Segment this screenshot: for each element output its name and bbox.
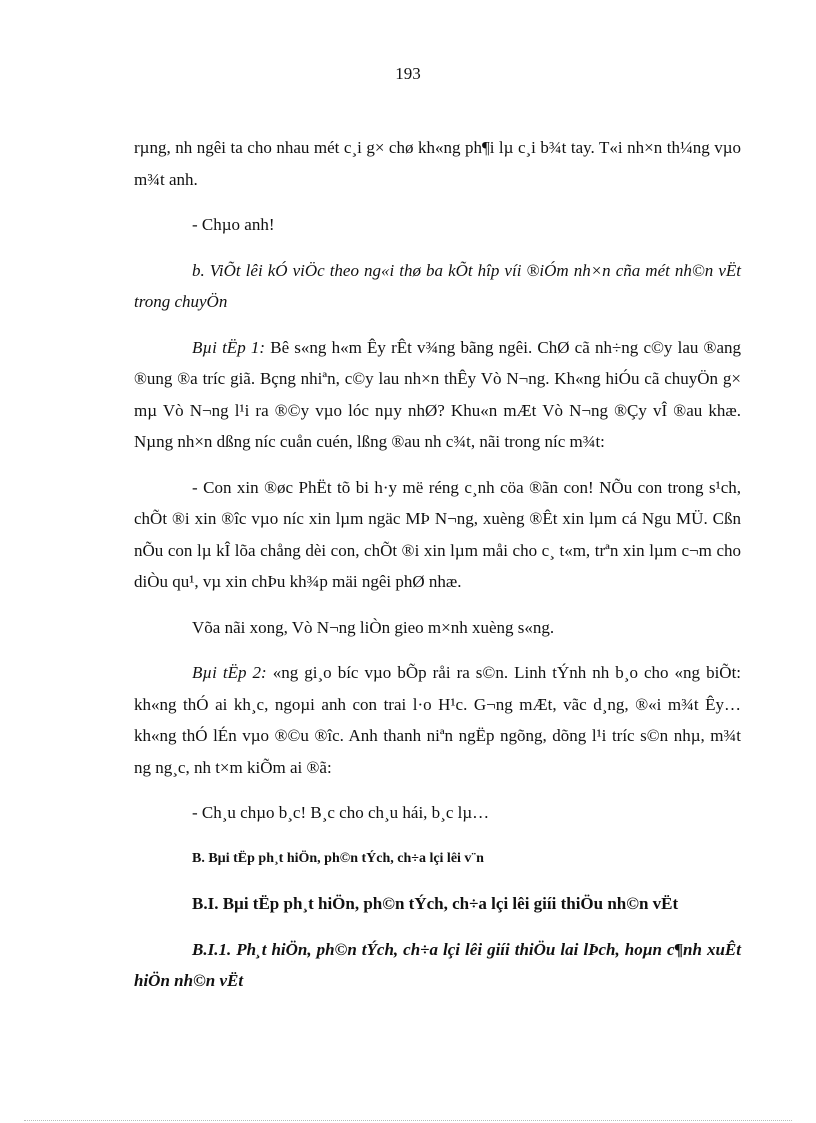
dialogue-prayer: - Con xin ®øc PhËt tõ bi h·y më réng c¸nh cöa ®ãn con! NÕu con trong s¹ch, chÕt ®i xin ®îc vµo níc xin lµm ngäc MÞ N¬ng, xuèng ®Êt xin lµm cá Ngu MÜ. Cßn nÕu con lµ kÎ lõa chång dèi con, chÕt ®i xin lµm måi cho c¸ t«m, trªn xin lµm c¬m cho diÒu qu¹, vµ xin chÞu kh¾p mäi ngêi phØ nhæ. — [134, 477, 741, 591]
section-b-heading: B. Bµi tËp ph¸t hiÖn, ph©n tÝch, ch÷a lçi lêi v¨n — [192, 850, 484, 866]
exercise-1-text: Bê s«ng h«m Êy rÊt v¾ng bãng ngêi. ChØ cã nh÷ng c©y lau ®ang ®ung ®a tríc giã. Bçng nhiªn, c©y lau nh×n thÊy Vò N¬ng. Kh«ng hiÓu cã chuyÖn g× mµ Vò N¬ng l¹i ra ®©y vµo lóc nµy nhØ? Khu«n mÆt Vò N¬ng ®Çy vÎ ®au khæ. Nµng nh×n dßng níc cuån cuén, lßng ®au nh c¾t, nãi trong níc m¾t: — [134, 337, 742, 451]
paragraph-continuation: rµng, nh ngêi ta cho nhau mét c¸i g× chø kh«ng ph¶i lµ c¸i b¾t tay. T«i nh×n th¼ng vµo m¾t anh. — [134, 138, 741, 189]
section-b1-heading: B.I. Bµi tËp ph¸t hiÖn, ph©n tÝch, ch÷a lçi lêi giíi thiÖu nh©n vËt — [192, 894, 679, 913]
page-body — [134, 132, 741, 1011]
exercise-2-paragraph — [134, 657, 741, 783]
dialogue-greeting: - Chµo anh! — [192, 215, 275, 234]
subsection-b-heading: b. ViÕt lêi kÓ viÖc theo ng«i thø ba kÕt hîp víi ®iÓm nh×n cña mét nh©n vËt trong chuyÖn — [134, 260, 741, 311]
exercise-1-paragraph — [134, 332, 741, 458]
page-number: 193 — [395, 64, 421, 83]
exercise-1-label: Bµi tËp 1: — [192, 337, 266, 357]
exercise-2-text: «ng gi¸o bíc vµo bÕp råi ra s©n. Linh tÝnh nh b¸o cho «ng biÕt: kh«ng thÓ ai kh¸c, ngoµi anh con trai l·o H¹c. G¬ng mÆt, vãc d¸ng, ®«i m¾t Êy… kh«ng thÓ lÉn vµo ®©u ®îc. Anh thanh niªn ngËp ngõng, dõng l¹i tríc s©n nhµ, m¾t ng ng¸c, nh t×m kiÕm ai ®ã: — [134, 663, 742, 777]
page-bottom-rule — [24, 1120, 792, 1121]
section-b11-heading: B.I.1. Ph¸t hiÖn, ph©n tÝch, ch÷a lçi lêi giíi thiÖu lai lÞch, hoµn c¶nh xuÊt hiÖn nh©n vËt — [134, 939, 741, 990]
exercise-2-label: Bµi tËp 2: — [192, 663, 267, 682]
narration-jump: Võa nãi xong, Vò N¬ng liÒn gieo m×nh xuèng s«ng. — [192, 617, 555, 637]
dialogue-question: - Ch¸u chµo b¸c! B¸c cho ch¸u hái, b¸c lµ… — [192, 803, 490, 822]
